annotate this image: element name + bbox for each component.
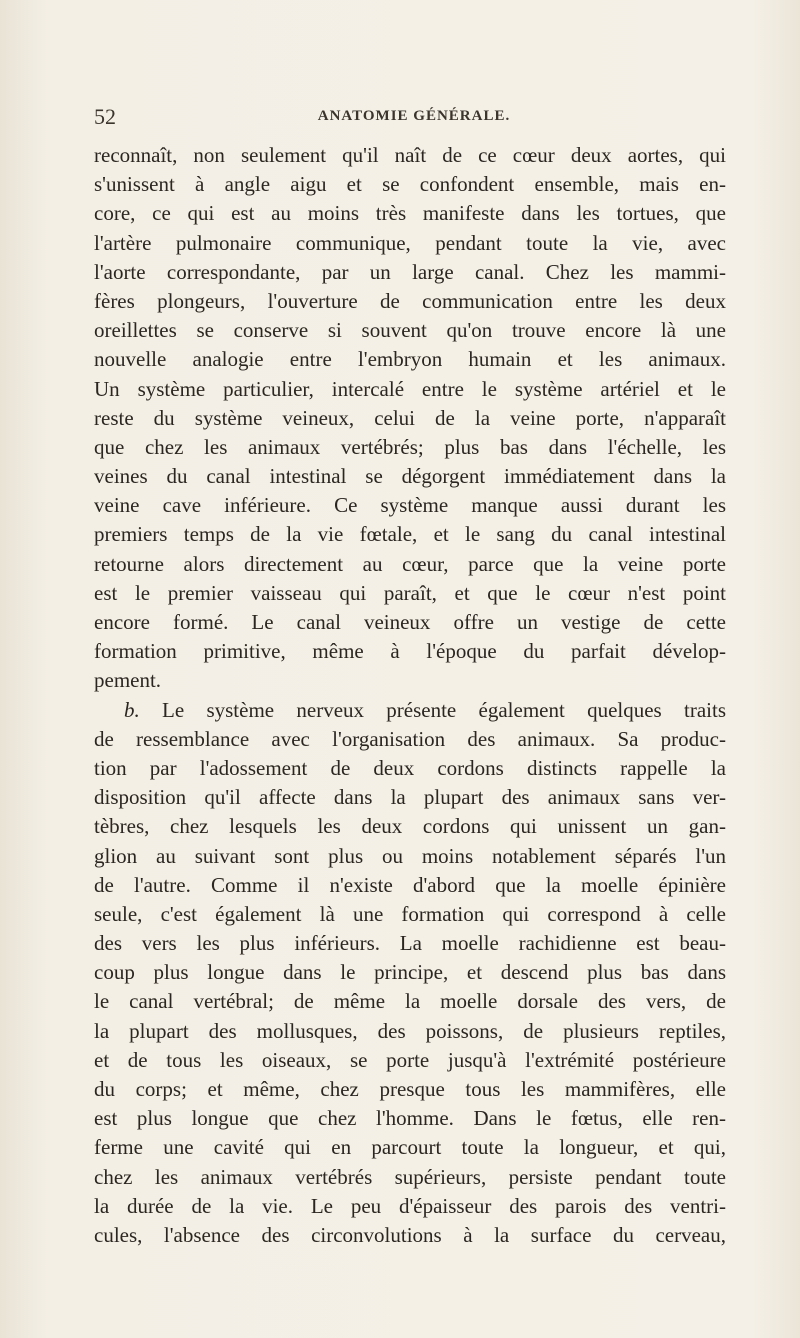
text-line: l'aorte correspondante, par un large canal. Chez les mammi- bbox=[94, 259, 726, 284]
text-line: coup plus longue dans le principe, et descend plus bas dans bbox=[94, 960, 726, 985]
text-line: que chez les animaux vertébrés; plus bas dans l'échelle, les bbox=[94, 434, 726, 459]
text-line: encore formé. Le canal veineux offre un vestige de cette bbox=[94, 610, 726, 634]
text-line: reconnaît, non seulement qu'il naît de ce cœur deux aortes, qui bbox=[94, 143, 726, 167]
text-line: la plupart des mollusques, des poissons, de plusieurs reptiles, bbox=[94, 1018, 726, 1043]
text-line: du corps; et même, chez presque tous les mammifères, elle bbox=[94, 1077, 726, 1101]
text-line: tion par l'adossement de deux cordons distincts rappelle la bbox=[94, 755, 726, 780]
text-line: et de tous les oiseaux, se porte jusqu'à l'extrémité postérieure bbox=[94, 1047, 726, 1072]
text-line: retourne alors directement au cœur, parce que la veine porte bbox=[94, 551, 726, 576]
section-letter: b. bbox=[124, 697, 140, 722]
text-line: Un système particulier, intercalé entre le système artériel et le bbox=[94, 376, 726, 401]
text-line: le canal vertébral; de même la moelle dorsale des vers, de bbox=[94, 989, 726, 1014]
paragraph-start-line: b. Le système nerveux présente également quelques traits bbox=[124, 697, 726, 722]
text-line: des vers les plus inférieurs. La moelle rachidienne est beau- bbox=[94, 931, 726, 956]
text-line: cules, l'absence des circonvolutions à la surface du cerveau, bbox=[94, 1222, 726, 1247]
text-line: chez les animaux vertébrés supérieurs, persiste pendant toute bbox=[94, 1164, 726, 1189]
text-line: glion au suivant sont plus ou moins notablement séparés l'un bbox=[94, 843, 726, 868]
text-line: ferme une cavité qui en parcourt toute la longueur, et qui, bbox=[94, 1135, 726, 1160]
body-text bbox=[94, 141, 726, 1250]
text-line: fères plongeurs, l'ouverture de communication entre les deux bbox=[94, 288, 726, 313]
text-line: s'unissent à angle aigu et se confondent ensemble, mais en- bbox=[94, 172, 726, 197]
text-line: tèbres, chez lesquels les deux cordons qui unissent un gan- bbox=[94, 814, 726, 839]
text-line: seule, c'est également là une formation qui correspond à celle bbox=[94, 901, 726, 926]
page-number: 52 bbox=[94, 104, 116, 129]
text-line: la durée de la vie. Le peu d'épaisseur des parois des ventri- bbox=[94, 1193, 726, 1218]
running-title: ANATOMIE GÉNÉRALE. bbox=[317, 108, 511, 124]
text-line: disposition qu'il affecte dans la plupart des animaux sans ver- bbox=[94, 785, 726, 810]
text-line: est le premier vaisseau qui paraît, et que le cœur n'est point bbox=[94, 580, 726, 605]
text-line: pement. bbox=[94, 668, 162, 693]
text-line: veine cave inférieure. Ce système manque aussi durant les bbox=[94, 493, 726, 518]
text-line: oreillettes se conserve si souvent qu'on trouve encore là une bbox=[94, 318, 726, 343]
text-line: l'artère pulmonaire communique, pendant toute la vie, avec bbox=[94, 230, 726, 255]
page-header bbox=[94, 104, 734, 132]
text-line: est plus longue que chez l'homme. Dans le fœtus, elle ren- bbox=[94, 1106, 726, 1131]
text-line: premiers temps de la vie fœtale, et le sang du canal intestinal bbox=[94, 522, 726, 547]
text-line: de l'autre. Comme il n'existe d'abord que la moelle épinière bbox=[94, 872, 726, 897]
text-line: veines du canal intestinal se dégorgent immédiatement dans la bbox=[94, 464, 726, 489]
text-line: core, ce qui est au moins très manifeste dans les tortues, que bbox=[94, 201, 726, 226]
text-line: reste du système veineux, celui de la veine porte, n'apparaît bbox=[94, 405, 726, 430]
text-line: formation primitive, même à l'époque du parfait dévelop- bbox=[94, 639, 726, 664]
text-line: nouvelle analogie entre l'embryon humain et les animaux. bbox=[94, 347, 726, 372]
text-line: de ressemblance avec l'organisation des animaux. Sa produc- bbox=[94, 726, 726, 751]
